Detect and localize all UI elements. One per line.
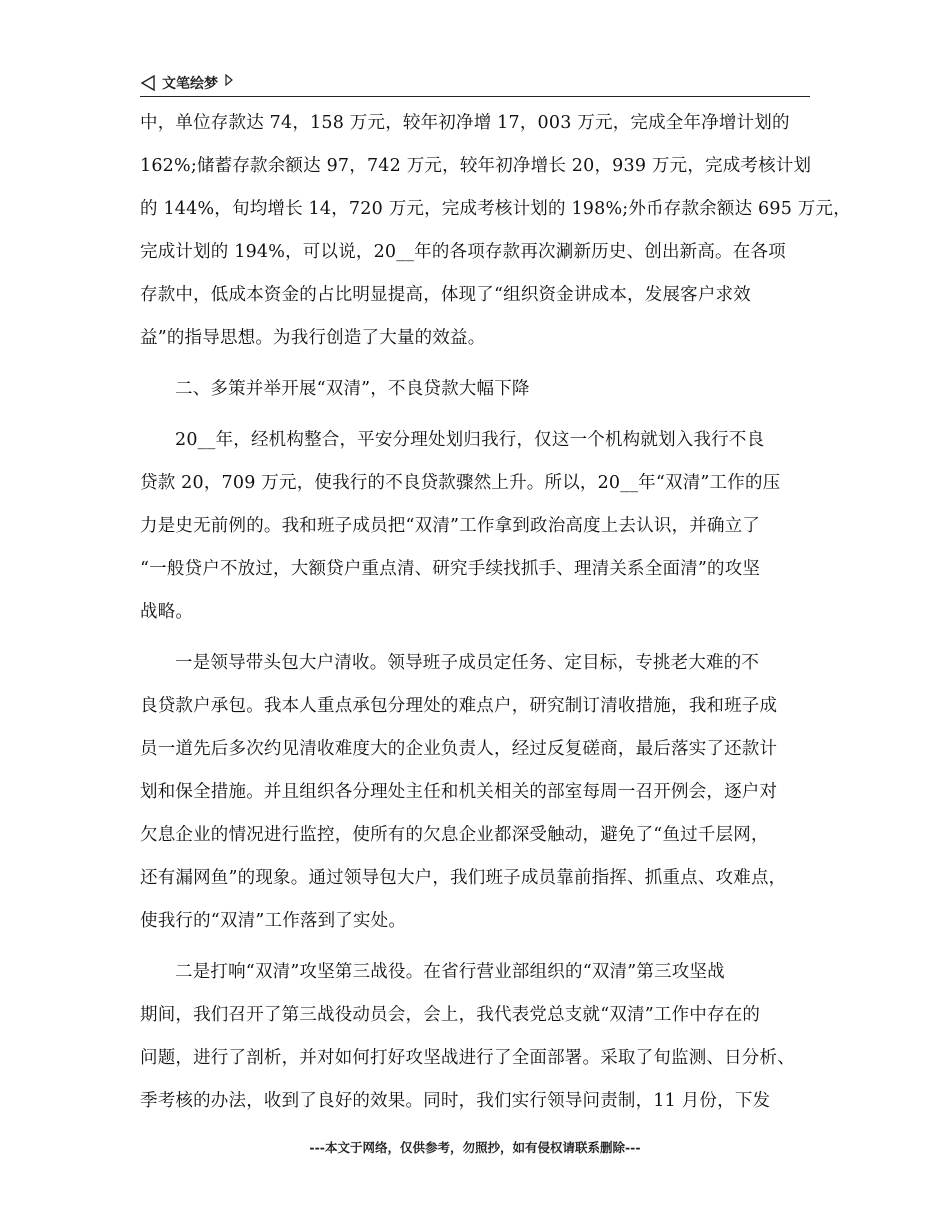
paragraph-gap [140,360,816,368]
page-header [140,70,810,97]
text-line: 期间，我们召开了第三战役动员会，会上，我代表党总支就“双清”工作中存在的 [140,1005,761,1025]
paragraph [140,102,851,360]
text-line: 存款中，低成本资金的占比明显提高，体现了“组织资金讲成本，发展客户求效 [140,285,751,305]
header-title: 文笔绘梦 [162,76,218,92]
text-line: 还有漏网鱼”的现象。通过领导包大户，我们班子成员靠前指挥、抓重点、攻难点， [140,868,787,888]
triangle-left-icon [140,74,156,92]
footer-disclaimer: ---本文于网络，仅供参考，勿照抄，如有侵权请联系删除--- [309,1140,641,1155]
paragraph-gap [140,411,816,419]
paragraph [140,419,816,634]
text-line: “一般贷户不放过，大额贷户重点清、研究手续找抓手、理清关系全面清”的攻坚 [140,559,761,579]
text-line: 一是领导带头包大户清收。领导班子成员定任务、定目标，专挑老大难的不 [175,653,760,673]
paragraph [140,368,816,411]
text-line: 战略。 [140,602,194,622]
text-line: 问题，进行了剖析，并对如何打好攻坚战进行了全面部署。采取了旬监测、日分析、 [140,1048,795,1068]
text-line: 员一道先后多次约见清收难度大的企业负责人，经过反复磋商，最后落实了还款计 [140,739,778,759]
triangle-right-icon [224,74,234,86]
text-line: 中，单位存款达 74，158 万元，较年初净增 17，003 万元，完成全年净增计划的 [140,113,790,133]
text-line: 二、多策并举开展“双清”，不良贷款大幅下降 [175,379,530,399]
paragraph [140,642,816,943]
paragraph-gap [140,943,816,951]
document-body [140,102,851,1123]
text-line: 力是史无前例的。我和班子成员把“双清”工作拿到政治高度上去认识，并确立了 [140,516,761,536]
paragraph-gap [140,634,816,642]
text-line: 季考核的办法，收到了良好的效果。同时，我们实行领导问责制，11 月份，下发 [140,1091,771,1111]
text-line: 使我行的“双清”工作落到了实处。 [140,911,407,931]
text-line: 贷款 20，709 万元，使我行的不良贷款骤然上升。所以，20__年“双清”工作的压 [140,473,781,493]
text-line: 划和保全措施。并且组织各分理处主任和机关相关的部室每周一召开例会，逐户对 [140,782,778,802]
text-line: 益”的指导思想。为我行创造了大量的效益。 [140,328,486,348]
text-line: 二是打响“双清”攻坚第三战役。在省行营业部组织的“双清”第三攻坚战 [175,962,725,982]
text-line: 完成计划的 194%，可以说，20__年的各项存款再次涮新历史、创出新高。在各项 [140,242,786,262]
text-line: 欠息企业的情况进行监控，使所有的欠息企业都深受触动，避免了“鱼过千层网， [140,825,769,845]
text-line: 良贷款户承包。我本人重点承包分理处的难点户，研究制订清收措施，我和班子成 [140,696,778,716]
text-line: 162%;储蓄存款余额达 97，742 万元，较年初净增长 20，939 万元，完成考核计划 [140,156,812,176]
paragraph [140,951,816,1123]
text-line: 的 144%，旬均增长 14，720 万元，完成考核计划的 198%;外币存款余额达 695 万元， [140,199,851,219]
text-line: 20__年，经机构整合，平安分理处划归我行，仅这一个机构就划入我行不良 [175,430,765,450]
